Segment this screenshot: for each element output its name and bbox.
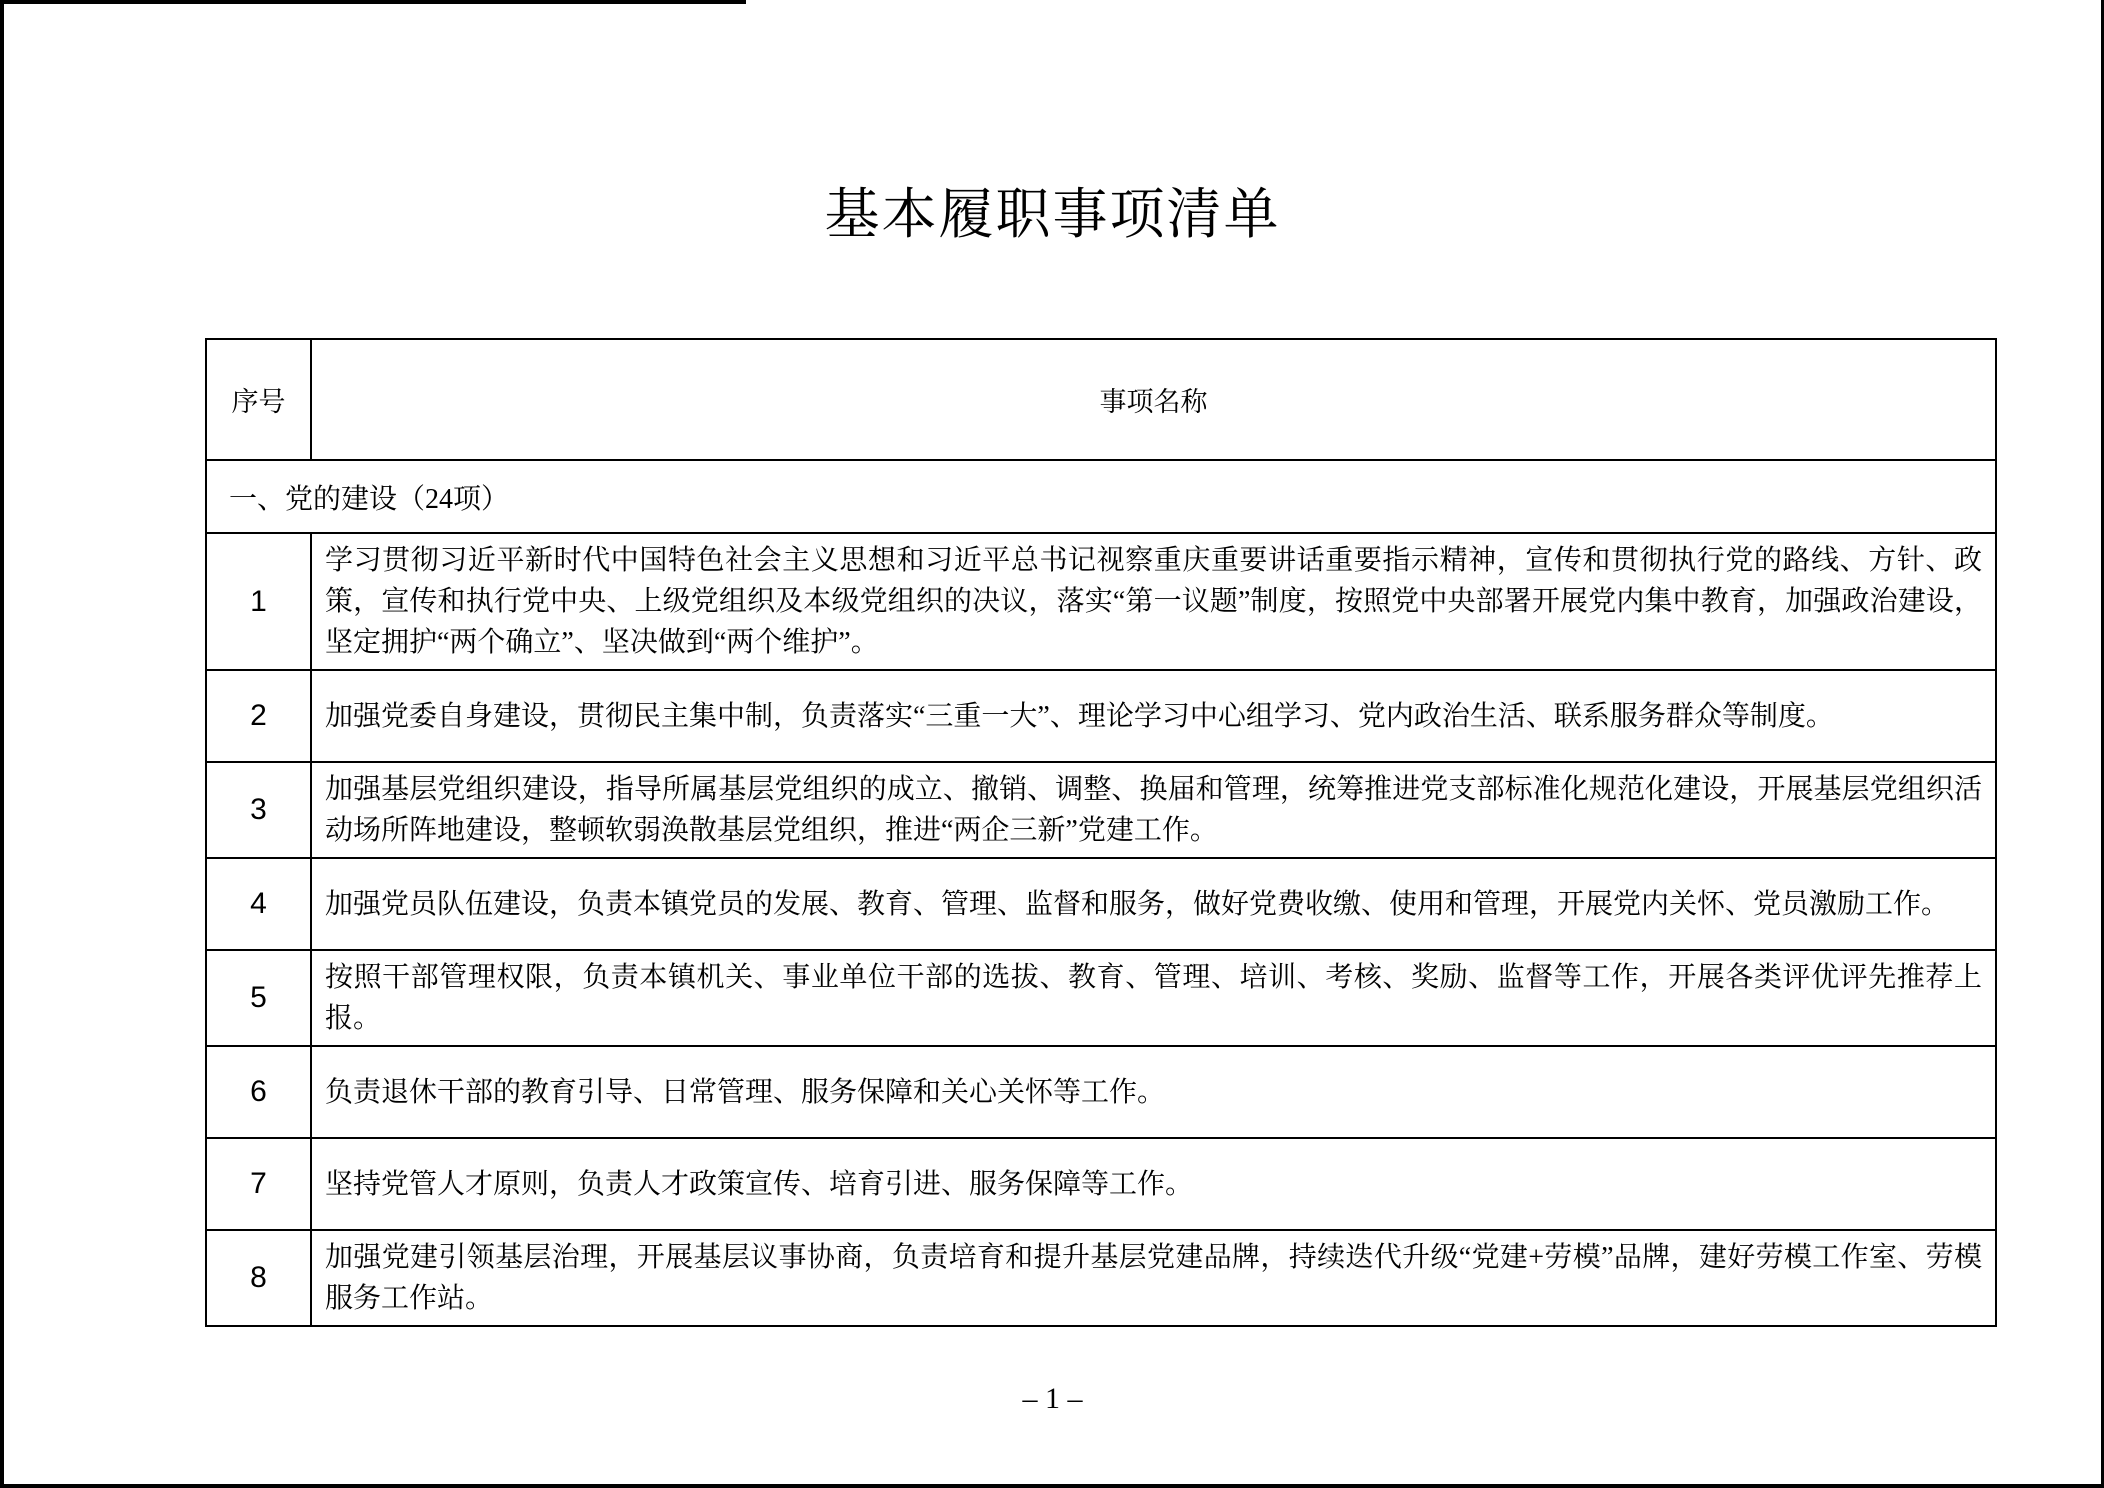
section-title: 一、党的建设（24项） — [206, 460, 1996, 533]
section-row — [206, 460, 1996, 533]
row-text: 负责退休干部的教育引导、日常管理、服务保障和关心关怀等工作。 — [311, 1046, 1996, 1138]
row-index: 1 — [206, 533, 311, 670]
row-index: 8 — [206, 1230, 311, 1326]
header-name: 事项名称 — [311, 339, 1996, 460]
table-row — [206, 1046, 1996, 1138]
row-index: 2 — [206, 670, 311, 762]
page-title: 基本履职事项清单 — [824, 184, 1281, 245]
items-table — [205, 338, 1997, 1327]
row-text: 加强基层党组织建设，指导所属基层党组织的成立、撤销、调整、换届和管理，统筹推进党支部标准化规范化建设，开展基层党组织活动场所阵地建设，整顿软弱涣散基层党组织，推进“两企三新”党建工作。 — [311, 762, 1996, 858]
row-index: 6 — [206, 1046, 311, 1138]
table-row — [206, 858, 1996, 950]
row-text: 坚持党管人才原则，负责人才政策宣传、培育引进、服务保障等工作。 — [311, 1138, 1996, 1230]
row-index: 4 — [206, 858, 311, 950]
table-row — [206, 533, 1996, 670]
header-row — [206, 339, 1996, 460]
row-index: 3 — [206, 762, 311, 858]
table-row — [206, 950, 1996, 1046]
table-row — [206, 762, 1996, 858]
table-row — [206, 1230, 1996, 1326]
row-text: 加强党员队伍建设，负责本镇党员的发展、教育、管理、监督和服务，做好党费收缴、使用和管理，开展党内关怀、党员激励工作。 — [311, 858, 1996, 950]
header-index: 序号 — [206, 339, 311, 460]
table-header — [206, 339, 1996, 460]
page-number: – 1 – — [1022, 1382, 1083, 1415]
page-top-border-line — [4, 0, 746, 4]
row-index: 5 — [206, 950, 311, 1046]
table-body — [206, 460, 1996, 1326]
row-text: 加强党建引领基层治理，开展基层议事协商，负责培育和提升基层党建品牌，持续迭代升级“党建+劳模”品牌，建好劳模工作室、劳模服务工作站。 — [311, 1230, 1996, 1326]
row-text: 按照干部管理权限，负责本镇机关、事业单位干部的选拔、教育、管理、培训、考核、奖励、监督等工作，开展各类评优评先推荐上报。 — [311, 950, 1996, 1046]
table-row — [206, 670, 1996, 762]
row-text: 学习贯彻习近平新时代中国特色社会主义思想和习近平总书记视察重庆重要讲话重要指示精神，宣传和贯彻执行党的路线、方针、政策，宣传和执行党中央、上级党组织及本级党组织的决议，落实“第一议题”制度，按照党中央部署开展党内集中教育，加强政治建设，坚定拥护“两个确立”、坚决做到“两个维护”。 — [311, 533, 1996, 670]
row-text: 加强党委自身建设，贯彻民主集中制，负责落实“三重一大”、理论学习中心组学习、党内政治生活、联系服务群众等制度。 — [311, 670, 1996, 762]
table-row — [206, 1138, 1996, 1230]
row-index: 7 — [206, 1138, 311, 1230]
